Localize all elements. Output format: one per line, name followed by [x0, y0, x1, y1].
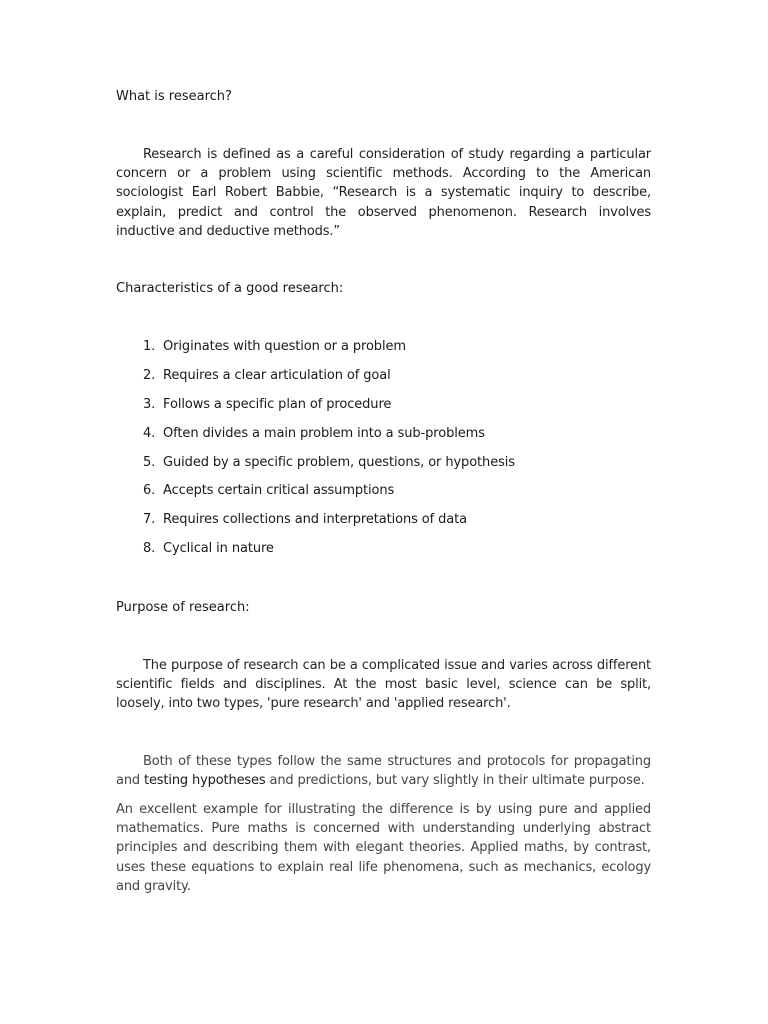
paragraph-both-types: Both of these types follow the same structures and protocols for propagating and testing hypotheses and predictions, but vary slightly in their ultimate purpose. [116, 754, 651, 789]
paragraph-purpose-text: The purpose of research can be a complicated issue and varies across different scientific fields and disciplines. At the most basic level, science can be split, loosely, into two types, 'pure research' and 'applied research'. [116, 658, 651, 712]
paragraph-example: An excellent example for illustrating the difference is by using pure and applied mathematics. Pure maths is concerned with understanding underlying abstract principles and describing them with elegant theories. Applied maths, by contrast, uses these equations to explain real life phenomena, such as mechanics, ecology and gravity. [116, 802, 651, 894]
paragraph-research-definition-text: Research is defined as a careful consideration of study regarding a particular concern or a problem using scientific methods. According to the American sociologist Earl Robert Babbie, “Research is a systematic inquiry to describe, explain, predict and control the observed phenomenon. Research involves inductive and deductive methods.” [116, 147, 651, 239]
heading-what-is-research: What is research? [116, 89, 232, 104]
heading-characteristics: Characteristics of a good research: [116, 281, 344, 296]
testing-hypotheses-link[interactable]: testing hypotheses [144, 773, 266, 789]
list-item: 3. Follows a specific plan of procedure [143, 396, 392, 412]
list-item: 6. Accepts certain critical assumptions [143, 483, 395, 499]
list-item: 4. Often divides a main problem into a sub-problems [143, 425, 485, 441]
paragraph-research-definition [116, 145, 651, 241]
list-item: 8. Cyclical in nature [143, 541, 274, 557]
list-item: 7. Requires collections and interpretations of data [143, 512, 468, 528]
list-item: 1. Originates with question or a problem [143, 339, 406, 354]
list-item: 5. Guided by a specific problem, questions, or hypothesis [143, 454, 515, 470]
heading-purpose: Purpose of research: [116, 600, 250, 615]
paragraph-purpose [116, 656, 651, 714]
characteristics-list [143, 337, 515, 568]
list-item: 2. Requires a clear articulation of goal [143, 367, 391, 383]
